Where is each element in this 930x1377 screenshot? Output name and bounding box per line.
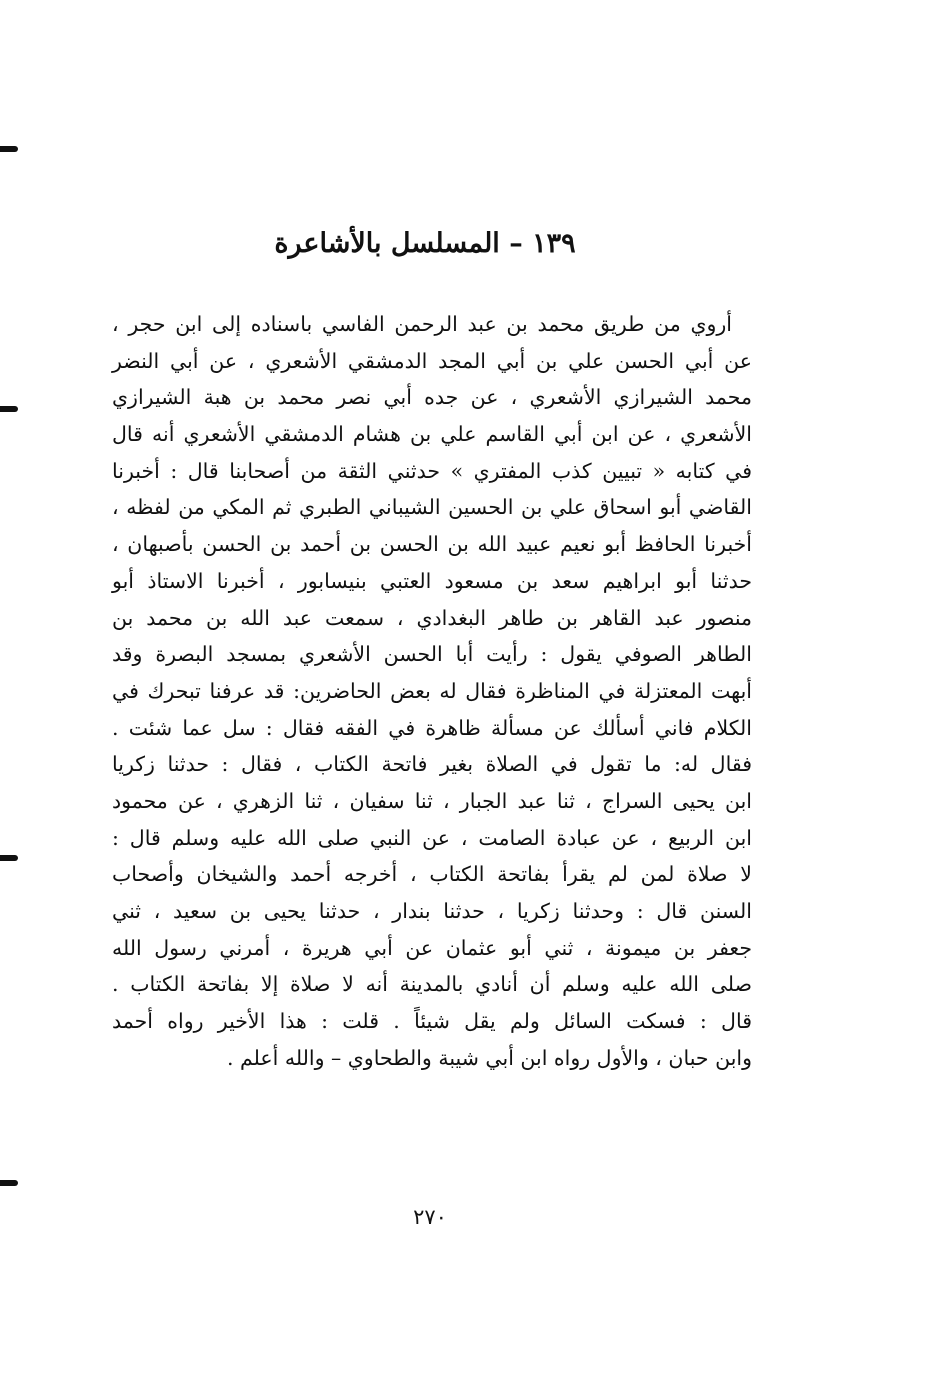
text-line: الطاهر الصوفي يقول : رأيت أبا الحسن الأشعري بمسجد البصرة وقد (112, 642, 752, 667)
text-line: أروي من طريق محمد بن عبد الرحمن الفاسي باسناده إلى ابن حجر ، (112, 312, 732, 336)
text-line: الأشعري ، عن ابن أبي القاسم علي بن هشام الدمشقي الأشعري أنه قال (112, 422, 752, 447)
text-line: القاضي أبو اسحاق علي بن الحسين الشيباني الطبري ثم المكي من لفظه ، (112, 495, 752, 520)
text-line: وابن حبان ، والأول رواه ابن أبي شيبة والطحاوي – والله أعلم . (226, 1045, 752, 1070)
text-line: في كتابه « تبيين كذب المفتري » حدثني الثقة من أصحابنا قال : أخبرنا (112, 458, 752, 483)
text-line: عن أبي الحسن علي بن أبي المجد الدمشقي الأشعري ، عن أبي النضر (112, 348, 752, 373)
chapter-title: ١٣٩ – المسلسل بالأشاعرة (274, 228, 576, 259)
text-line: محمد الشيرازي الأشعري ، عن جده أبي نصر محمد بن هبة الشيرازي (112, 385, 752, 410)
edge-mark-1 (0, 146, 18, 152)
text-line: فقال له: ما تقول في الصلاة بغير فاتحة الكتاب ، فقال : حدثنا زكريا (112, 752, 752, 777)
text-line: قال : فسكت السائل ولم يقل شيئاً . قلت : هذا الأخير رواه أحمد (112, 1009, 752, 1034)
edge-mark-2 (0, 406, 18, 412)
text-line: ابن الربيع ، عن عبادة الصامت ، عن النبي صلى الله عليه وسلم قال : (112, 825, 752, 850)
body-text (112, 306, 752, 1076)
text-line: جعفر بن ميمونة ، ثني أبو عثمان عن أبي هريرة ، أمرني رسول الله (112, 935, 752, 960)
text-line: حدثنا أبو ابراهيم سعد بن مسعود العتبي بنيسابور ، أخبرنا الاستاذ أبو (112, 568, 752, 593)
text-line: لا صلاة لمن لم يقرأ بفاتحة الكتاب ، أخرجه أحمد والشيخان وأصحاب (112, 862, 752, 887)
text-line: السنن قال : وحدثنا زكريا ، حدثنا بندار ، حدثنا يحيى بن سعيد ، ثني (112, 899, 752, 923)
text-line: ابن يحيى السراج ، ثنا عبد الجبار ، ثنا سفيان ، ثنا الزهري ، عن محمود (112, 788, 752, 813)
text-line: منصور عبد القاهر بن طاهر البغدادي ، سمعت عبد الله بن محمد بن (112, 605, 752, 630)
text-line: أخبرنا الحافظ أبو نعيم عبيد الله بن الحسن بن أحمد بن الحسن بأصبهان ، (112, 532, 752, 557)
edge-mark-3 (0, 855, 18, 861)
text-line: أبهت المعتزلة في المناظرة فقال له بعض الحاضرين: قد عرفنا تبحرك في (112, 678, 752, 703)
edge-mark-4 (0, 1180, 18, 1186)
text-line: الكلام فاني أسألك عن مسألة ظاهرة في الفقه فقال : سل عما شئت . (112, 715, 752, 740)
text-line: صلى الله عليه وسلم أن أنادي بالمدينة أنه لا صلاة إلا بفاتحة الكتاب . (112, 972, 752, 997)
page-number: ٢٧٠ (413, 1205, 447, 1229)
